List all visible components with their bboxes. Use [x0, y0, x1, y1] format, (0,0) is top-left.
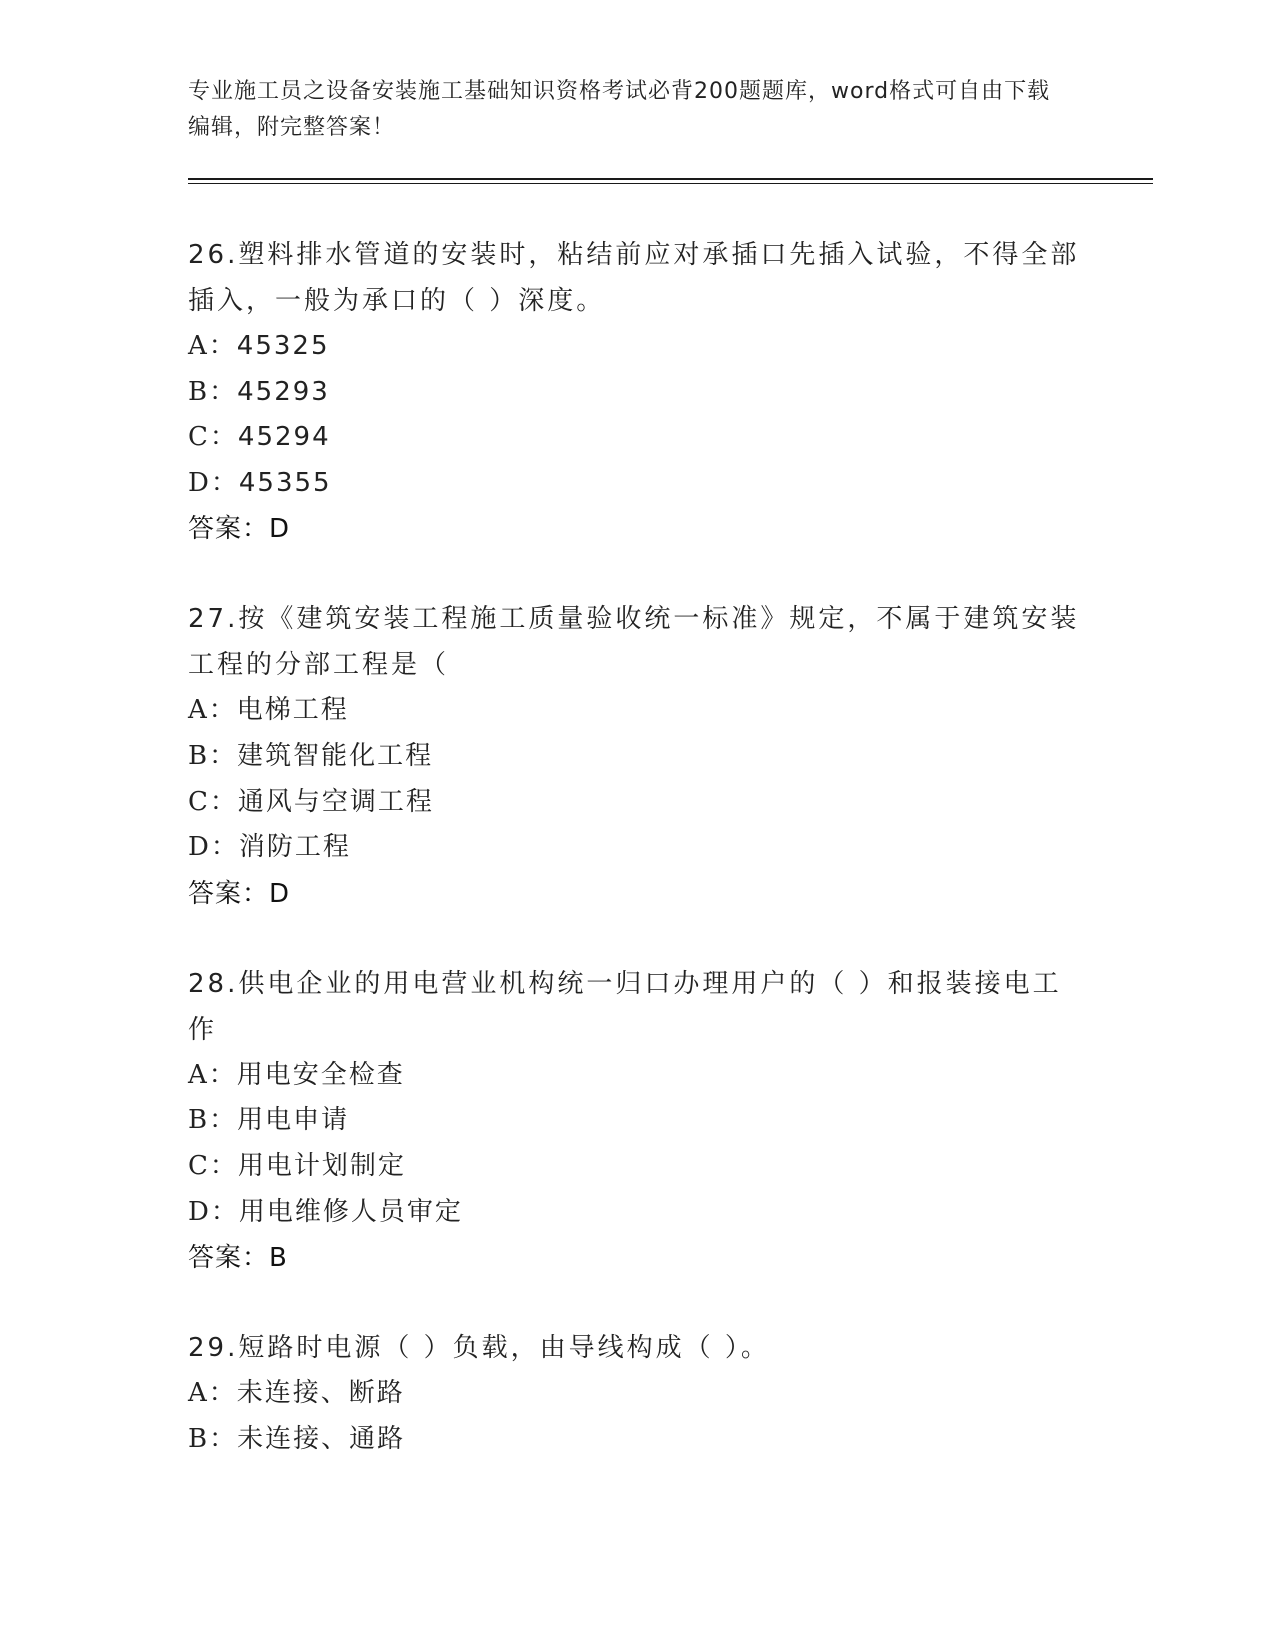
option-a	[188, 324, 1088, 370]
option-letter: A：	[188, 331, 237, 361]
option-text: 用电维修人员审定	[238, 1196, 463, 1227]
option-b	[188, 1417, 1088, 1463]
option-letter: A：	[188, 1378, 237, 1409]
question-item	[188, 961, 1088, 1281]
option-text: 用电安全检查	[236, 1059, 405, 1090]
question-item	[188, 232, 1088, 552]
question-item	[188, 596, 1088, 916]
option-text: 消防工程	[238, 832, 351, 863]
option-letter: B：	[188, 376, 238, 407]
option-a	[188, 1053, 1088, 1099]
option-text: 用电计划制定	[237, 1150, 406, 1181]
answer-line: 答案：D	[188, 878, 291, 909]
option-letter: C：	[188, 1150, 238, 1181]
option-letter: D：	[188, 1196, 239, 1227]
option-text: 电梯工程	[236, 695, 349, 726]
option-text: 45293	[237, 376, 330, 407]
option-text: 未连接、断路	[236, 1378, 405, 1409]
option-letter: B：	[188, 1105, 238, 1136]
option-d	[188, 461, 1088, 507]
question-stem: 26.塑料排水管道的安装时，粘结前应对承插口先插入试验，不得全部插入，一般为承口的（ ）深度。	[188, 240, 1080, 316]
option-letter: A：	[188, 1059, 237, 1090]
option-d	[188, 1190, 1088, 1236]
option-text: 未连接、通路	[237, 1423, 406, 1454]
option-letter: C：	[188, 786, 238, 817]
answer-line: 答案：B	[188, 1243, 288, 1274]
option-d	[188, 825, 1088, 871]
option-c	[188, 1144, 1088, 1190]
header-rule-thin	[188, 183, 1153, 184]
header-rule	[188, 178, 1153, 180]
answer-line: 答案：D	[188, 514, 291, 545]
option-a	[188, 1371, 1088, 1417]
option-text: 通风与空调工程	[237, 786, 434, 817]
option-letter: D：	[188, 467, 239, 498]
option-a	[188, 688, 1088, 734]
option-b	[188, 1098, 1088, 1144]
question-item	[188, 1325, 1088, 1462]
option-letter: B：	[188, 740, 238, 771]
option-b	[188, 734, 1088, 780]
option-letter: C：	[188, 422, 238, 453]
question-stem: 27.按《建筑安装工程施工质量验收统一标准》规定，不属于建筑安装工程的分部工程是（	[188, 604, 1080, 681]
question-stem: 29.短路时电源（ ）负载，由导线构成（ ）。	[188, 1333, 770, 1364]
option-c	[188, 415, 1088, 461]
option-text: 45355	[238, 467, 332, 498]
question-stem: 28.供电企业的用电营业机构统一归口办理用户的（ ）和报装接电工作	[188, 968, 1062, 1045]
option-b	[188, 370, 1088, 416]
option-text: 建筑智能化工程	[237, 740, 434, 771]
option-letter: D：	[188, 832, 239, 863]
option-letter: B：	[188, 1423, 238, 1454]
option-text: 45294	[237, 422, 331, 453]
option-c	[188, 780, 1088, 826]
question-list	[188, 232, 1088, 1506]
document-header: 专业施工员之设备安装施工基础知识资格考试必背200题题库，word格式可自由下载编辑，附完整答案！	[188, 79, 1051, 140]
option-text: 用电申请	[237, 1105, 350, 1136]
option-letter: A：	[188, 695, 237, 726]
option-text: 45325	[236, 331, 330, 361]
